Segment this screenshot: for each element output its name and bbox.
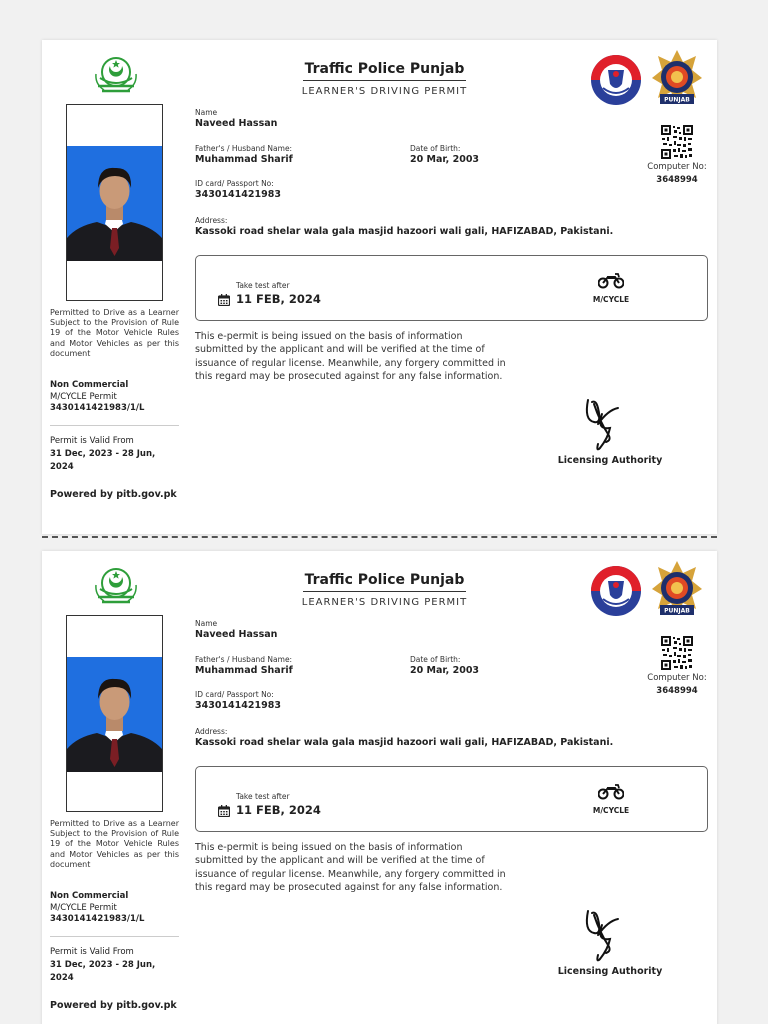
computer-number-value: 3648994: [656, 174, 698, 185]
permit-number: 3430141421983/1/L: [50, 403, 145, 413]
permit-card: [42, 40, 717, 534]
name-field: [195, 108, 277, 130]
address-value: Kassoki road shelar wala gala masjid hazoori wali gali, HAFIZABAD, Pakistani.: [195, 226, 614, 237]
test-label: Take test after: [236, 281, 290, 290]
name-value: Naveed Hassan: [195, 629, 278, 640]
test-info-box: [195, 766, 708, 832]
father-name-field: [195, 144, 293, 166]
address-field: [195, 727, 665, 749]
computer-number-label: Computer No:: [647, 162, 707, 172]
punjab-police-logo-icon: [590, 54, 642, 106]
valid-label: Permit is Valid From: [50, 436, 134, 446]
computer-number-block: [646, 672, 708, 697]
punjab-police-logo-icon: [590, 565, 642, 617]
dob-value: 20 Mar, 2003: [410, 154, 480, 165]
permit-title: Traffic Police Punjab: [303, 572, 467, 592]
punjab-government-logo-icon: [94, 567, 138, 607]
address-label: Address:: [195, 216, 228, 225]
permit-kind: M/CYCLE Permit: [50, 902, 117, 913]
id-value: 3430141421983: [195, 189, 281, 200]
id-value: 3430141421983: [195, 700, 281, 711]
dob-label: Date of Birth:: [410, 655, 461, 664]
permit-type-block: [50, 891, 180, 926]
permit-card: [42, 551, 717, 1024]
permit-class: Non Commercial: [50, 891, 129, 901]
cut-line: [42, 536, 717, 538]
calendar-icon: [218, 294, 230, 306]
powered-by: Powered by pitb.gov.pk: [50, 489, 177, 500]
test-date: 11 FEB, 2024: [236, 803, 321, 817]
vehicle-category: M/CYCLE: [592, 295, 630, 304]
photo-frame: [66, 615, 163, 812]
dob-field: [410, 655, 479, 677]
address-value: Kassoki road shelar wala gala masjid hazoori wali gali, HAFIZABAD, Pakistani.: [195, 737, 614, 748]
address-field: [195, 216, 665, 238]
dob-label: Date of Birth:: [410, 144, 461, 153]
valid-label: Permit is Valid From: [50, 947, 134, 957]
father-name-field: [195, 655, 293, 677]
calendar-icon: [218, 805, 230, 817]
permit-header: [242, 569, 527, 608]
permit-class: Non Commercial: [50, 380, 129, 390]
badge-text: PUNJAB: [664, 96, 690, 104]
validity-block: [50, 946, 180, 985]
permit-subtitle: LEARNER'S DRIVING PERMIT: [301, 597, 468, 608]
id-field: [195, 179, 281, 201]
motorcycle-icon: [598, 271, 624, 289]
powered-by: Powered by pitb.gov.pk: [50, 1000, 177, 1011]
traffic-police-badge-icon: [652, 561, 702, 619]
photo-frame: [66, 104, 163, 301]
disclaimer-text: This e-permit is being issued on the basis of information submitted by the applicant and will be verified at the time of issuance of regular license. Meanwhile, any forgery committed in this regard may be prosecuted against for any false information.: [195, 331, 506, 383]
qr-code-icon: [660, 124, 694, 160]
applicant-photo: [67, 657, 162, 772]
father-name-label: Father's / Husband Name:: [195, 655, 293, 664]
father-name-value: Muhammad Sharif: [195, 154, 293, 165]
permit-subtitle: LEARNER'S DRIVING PERMIT: [301, 86, 468, 97]
motorcycle-icon: [598, 782, 624, 800]
divider: [50, 425, 179, 426]
permit-type-block: [50, 380, 180, 415]
licensing-authority: Licensing Authority: [557, 966, 663, 977]
licensing-authority: Licensing Authority: [557, 455, 663, 466]
name-value: Naveed Hassan: [195, 118, 278, 129]
computer-number-block: [646, 161, 708, 186]
test-info-box: [195, 255, 708, 321]
permit-header: [242, 58, 527, 97]
divider: [50, 936, 179, 937]
vehicle-category: M/CYCLE: [592, 806, 630, 815]
father-name-label: Father's / Husband Name:: [195, 144, 293, 153]
computer-number-label: Computer No:: [647, 673, 707, 683]
applicant-photo: [67, 146, 162, 261]
permit-note: Permitted to Drive as a Learner Subject to the Provision of Rule 19 of the Motor Vehicle Rules and Motor Vehicles as per this document: [50, 819, 179, 869]
dob-field: [410, 144, 479, 166]
test-date: 11 FEB, 2024: [236, 292, 321, 306]
valid-range: 31 Dec, 2023 - 28 Jun, 2024: [50, 960, 156, 983]
test-label: Take test after: [236, 792, 290, 801]
valid-range: 31 Dec, 2023 - 28 Jun, 2024: [50, 449, 156, 472]
qr-code-icon: [660, 635, 694, 671]
permit-title: Traffic Police Punjab: [303, 61, 467, 81]
signature-graphic: [580, 905, 622, 965]
id-field: [195, 690, 281, 712]
punjab-government-logo-icon: [94, 56, 138, 96]
name-label: Name: [195, 619, 218, 628]
address-label: Address:: [195, 727, 228, 736]
father-name-value: Muhammad Sharif: [195, 665, 293, 676]
permit-note: Permitted to Drive as a Learner Subject to the Provision of Rule 19 of the Motor Vehicle Rules and Motor Vehicles as per this document: [50, 308, 179, 358]
permit-kind: M/CYCLE Permit: [50, 391, 117, 402]
name-label: Name: [195, 108, 218, 117]
id-label: ID card/ Passport No:: [195, 690, 274, 699]
disclaimer-text: This e-permit is being issued on the basis of information submitted by the applicant and will be verified at the time of issuance of regular license. Meanwhile, any forgery committed in this regard may be prosecuted against for any false information.: [195, 842, 506, 894]
name-field: [195, 619, 277, 641]
badge-text: PUNJAB: [664, 607, 690, 615]
computer-number-value: 3648994: [656, 685, 698, 696]
id-label: ID card/ Passport No:: [195, 179, 274, 188]
permit-number: 3430141421983/1/L: [50, 914, 145, 924]
traffic-police-badge-icon: [652, 50, 702, 108]
signature-graphic: [580, 394, 622, 454]
validity-block: [50, 435, 180, 474]
dob-value: 20 Mar, 2003: [410, 665, 480, 676]
